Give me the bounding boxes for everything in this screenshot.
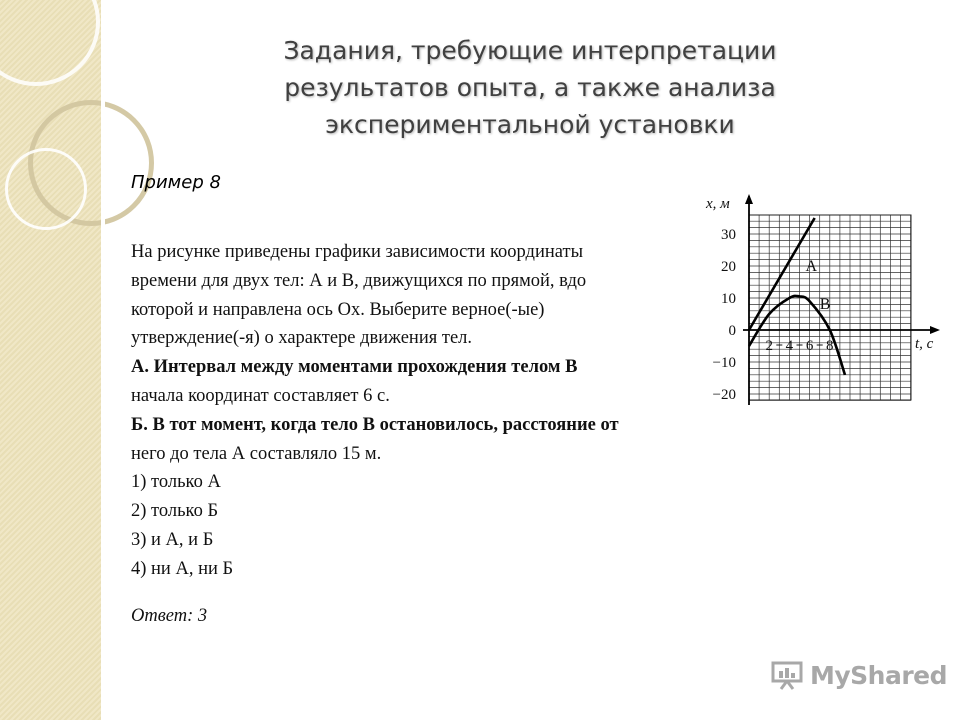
x-tick-label: 8	[826, 338, 834, 354]
statement-b: Б. В тот момент, когда тело В остановилось, расстояние от	[131, 414, 619, 435]
myshared-watermark	[770, 658, 947, 692]
decorative-circle	[0, 0, 100, 86]
presentation-icon	[770, 660, 804, 690]
example-label: Пример 8	[131, 172, 221, 193]
graph-mask	[690, 190, 698, 415]
answer-option: 4) ни А, ни Б	[131, 558, 234, 579]
answer-text: Ответ: 3	[131, 605, 208, 626]
y-tick-label: −10	[712, 355, 736, 371]
x-tick-label: 6	[805, 338, 814, 354]
y-tick-label: −20	[712, 387, 736, 403]
watermark-text: MyShared	[810, 660, 948, 690]
title-line: Задания, требующие интерпретации	[283, 36, 777, 65]
y-tick-label: 30	[721, 227, 736, 243]
title-line: результатов опыта, а также анализа	[284, 73, 776, 102]
answer-option: 1) только А	[131, 472, 221, 493]
answer-option: 2) только Б	[131, 501, 219, 522]
y-tick-label: 10	[721, 291, 736, 307]
decorative-circle	[5, 148, 87, 230]
x-tick-label: 2	[765, 338, 773, 354]
x-tick-label: 4	[785, 338, 794, 354]
statement-b-continued: него до тела А составляло 15 м.	[131, 443, 382, 464]
y-tick-label: 20	[721, 259, 736, 275]
decorative-side-bar	[0, 0, 105, 720]
side-bar-edge	[101, 0, 105, 720]
problem-line: которой и направлена ось Ох. Выберите верное(-ые)	[131, 299, 545, 320]
title-line: экспериментальной установки	[325, 110, 735, 139]
y-axis-label: x, м	[706, 196, 730, 212]
statement-a-continued: начала координат составляет 6 с.	[131, 385, 390, 406]
problem-line: времени для двух тел: А и В, движущихся по прямой, вдо	[131, 270, 587, 291]
coordinate-time-graph	[698, 190, 950, 415]
problem-line: утверждение(-я) о характере движения тел.	[131, 328, 473, 349]
x-axis-label: t, c	[915, 336, 934, 352]
problem-text	[131, 238, 771, 630]
answer-option: 3) и А, и Б	[131, 529, 214, 550]
series-a-label: A	[805, 257, 818, 275]
x-axis-arrow	[930, 326, 940, 334]
series-b-label: B	[819, 296, 831, 314]
y-axis-arrow	[745, 194, 753, 204]
y-tick-label: 0	[728, 323, 736, 339]
statement-a: А. Интервал между моментами прохождения телом В	[131, 357, 578, 378]
problem-line: На рисунке приведены графики зависимости координаты	[131, 242, 584, 262]
slide-title	[230, 32, 830, 143]
